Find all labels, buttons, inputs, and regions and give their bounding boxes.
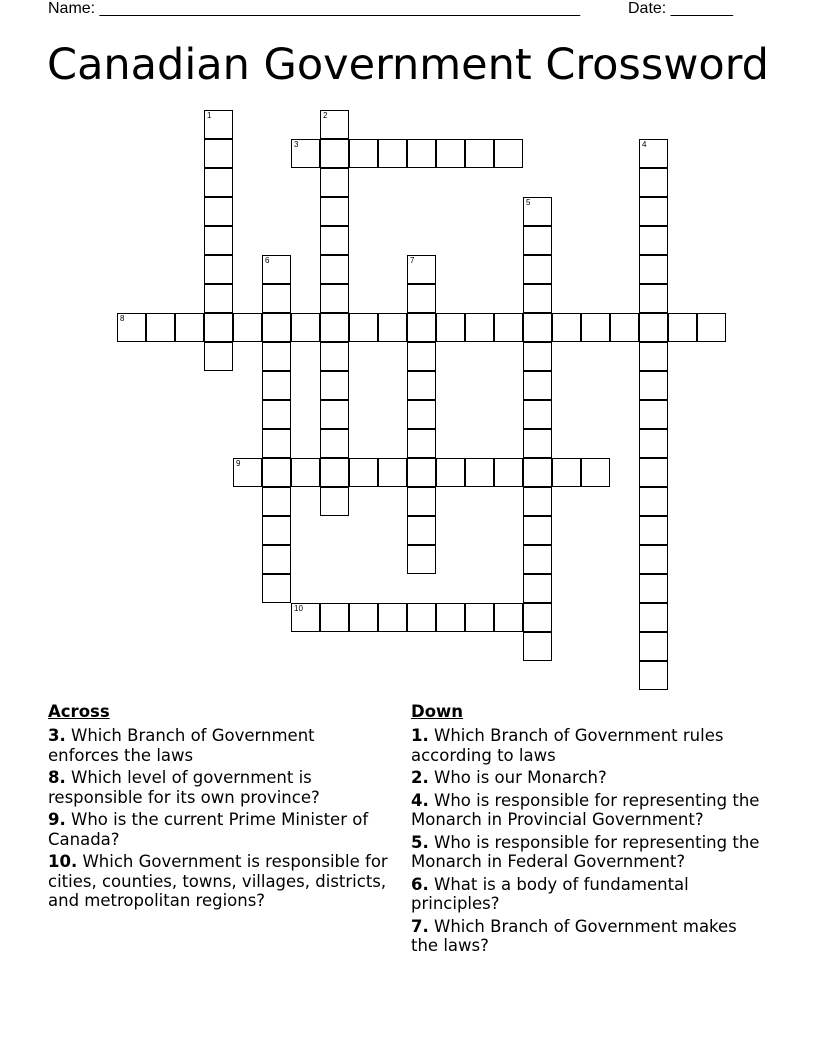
- clue-text: Which Branch of Government makes the laws?: [411, 916, 737, 955]
- grid-cell[interactable]: [407, 139, 436, 168]
- grid-cell[interactable]: [465, 603, 494, 632]
- clue-number: 8.: [48, 768, 66, 787]
- grid-cell[interactable]: [465, 458, 494, 487]
- grid-cell[interactable]: [262, 400, 291, 429]
- clue-number-label: 1: [207, 111, 212, 120]
- clue-text: Who is our Monarch?: [434, 768, 607, 787]
- grid-cell[interactable]: [639, 284, 668, 313]
- grid-cell[interactable]: [436, 313, 465, 342]
- grid-cell[interactable]: [581, 313, 610, 342]
- grid-cell[interactable]: [523, 603, 552, 632]
- clue-number: 4.: [411, 790, 429, 810]
- date-field-label: Date: _______: [628, 0, 733, 17]
- clue-down-6: [411, 875, 766, 914]
- grid-cell[interactable]: [262, 255, 291, 284]
- clue-number: 7.: [411, 916, 429, 936]
- grid-cell[interactable]: [639, 458, 668, 487]
- grid-cell[interactable]: [639, 255, 668, 284]
- clue-text: What is a body of fundamental principles?: [411, 874, 689, 913]
- grid-cell[interactable]: [320, 197, 349, 226]
- clue-down-5: [411, 833, 766, 872]
- grid-cell[interactable]: [407, 342, 436, 371]
- grid-cell[interactable]: [523, 226, 552, 255]
- clue-text: Which Branch of Government enforces the laws: [48, 726, 315, 765]
- grid-cell[interactable]: [117, 313, 146, 342]
- clue-number-label: 7: [410, 256, 415, 265]
- grid-cell[interactable]: [262, 574, 291, 603]
- clue-down-4: [411, 791, 766, 830]
- grid-cell[interactable]: [204, 313, 233, 342]
- down-heading: Down: [411, 702, 464, 721]
- clue-text: Who is responsible for representing the Monarch in Federal Government?: [411, 832, 760, 871]
- name-field-label: Name: ______________________________________________________: [48, 0, 581, 17]
- grid-cell[interactable]: [407, 487, 436, 516]
- grid-cell[interactable]: [233, 313, 262, 342]
- clue-number-label: 9: [236, 459, 241, 468]
- grid-cell[interactable]: [204, 197, 233, 226]
- grid-cell[interactable]: [407, 313, 436, 342]
- grid-cell[interactable]: [552, 458, 581, 487]
- grid-cell[interactable]: [697, 313, 726, 342]
- grid-cell[interactable]: [523, 255, 552, 284]
- clue-text: Who is the current Prime Minister of Canada?: [48, 810, 369, 849]
- grid-cell[interactable]: [262, 371, 291, 400]
- clue-number-label: 2: [323, 111, 328, 120]
- clue-number: 3.: [48, 726, 66, 745]
- grid-cell[interactable]: [320, 342, 349, 371]
- grid-cell[interactable]: [320, 371, 349, 400]
- grid-cell[interactable]: [465, 139, 494, 168]
- grid-cell[interactable]: [407, 603, 436, 632]
- grid-cell[interactable]: [146, 313, 175, 342]
- grid-cell[interactable]: [320, 400, 349, 429]
- grid-cell[interactable]: [291, 139, 320, 168]
- grid-cell[interactable]: [639, 342, 668, 371]
- grid-cell[interactable]: [581, 458, 610, 487]
- grid-cell[interactable]: [639, 168, 668, 197]
- clue-number-label: 4: [642, 140, 647, 149]
- clue-across-8: [48, 768, 388, 807]
- grid-cell[interactable]: [320, 168, 349, 197]
- grid-cell[interactable]: [262, 545, 291, 574]
- grid-cell[interactable]: [523, 574, 552, 603]
- grid-cell[interactable]: [436, 603, 465, 632]
- grid-cell[interactable]: [349, 458, 378, 487]
- grid-cell[interactable]: [639, 371, 668, 400]
- grid-cell[interactable]: [523, 284, 552, 313]
- grid-cell[interactable]: [494, 313, 523, 342]
- grid-cell[interactable]: [378, 139, 407, 168]
- grid-cell[interactable]: [639, 574, 668, 603]
- grid-cell[interactable]: [320, 487, 349, 516]
- grid-cell[interactable]: [639, 487, 668, 516]
- clue-number-label: 3: [294, 140, 299, 149]
- clue-number-label: 6: [265, 256, 270, 265]
- grid-cell[interactable]: [204, 168, 233, 197]
- grid-cell[interactable]: [175, 313, 204, 342]
- grid-cell[interactable]: [639, 603, 668, 632]
- grid-cell[interactable]: [320, 139, 349, 168]
- grid-cell[interactable]: [494, 603, 523, 632]
- grid-cell[interactable]: [320, 110, 349, 139]
- grid-cell[interactable]: [436, 139, 465, 168]
- grid-cell[interactable]: [639, 139, 668, 168]
- grid-cell[interactable]: [523, 516, 552, 545]
- clue-number-label: 5: [526, 198, 531, 207]
- grid-cell[interactable]: [204, 255, 233, 284]
- grid-cell[interactable]: [639, 429, 668, 458]
- clue-number-label: 8: [120, 314, 125, 323]
- grid-cell[interactable]: [262, 284, 291, 313]
- clue-number: 10.: [48, 852, 78, 871]
- grid-cell[interactable]: [523, 545, 552, 574]
- grid-cell[interactable]: [262, 487, 291, 516]
- grid-cell[interactable]: [320, 429, 349, 458]
- grid-cell[interactable]: [204, 284, 233, 313]
- grid-cell[interactable]: [204, 139, 233, 168]
- clue-text: Which level of government is responsible for its own province?: [48, 768, 320, 807]
- clue-across-9: [48, 810, 388, 849]
- across-clues: [48, 702, 388, 914]
- clue-down-2: [411, 768, 766, 788]
- clue-number: 9.: [48, 810, 66, 829]
- grid-cell[interactable]: [320, 458, 349, 487]
- grid-cell[interactable]: [465, 313, 494, 342]
- grid-cell[interactable]: [639, 400, 668, 429]
- grid-cell[interactable]: [407, 371, 436, 400]
- grid-cell[interactable]: [407, 284, 436, 313]
- grid-cell[interactable]: [204, 226, 233, 255]
- down-clues: [411, 702, 766, 959]
- grid-cell[interactable]: [523, 371, 552, 400]
- grid-cell[interactable]: [552, 313, 581, 342]
- clue-number: 5.: [411, 832, 429, 852]
- grid-cell[interactable]: [378, 313, 407, 342]
- grid-cell[interactable]: [407, 545, 436, 574]
- grid-cell[interactable]: [262, 342, 291, 371]
- grid-cell[interactable]: [233, 458, 262, 487]
- grid-cell[interactable]: [204, 110, 233, 139]
- grid-cell[interactable]: [639, 516, 668, 545]
- grid-cell[interactable]: [523, 313, 552, 342]
- grid-cell[interactable]: [291, 603, 320, 632]
- grid-cell[interactable]: [407, 429, 436, 458]
- clue-down-1: [411, 726, 766, 765]
- grid-cell[interactable]: [262, 516, 291, 545]
- clue-down-7: [411, 917, 766, 956]
- grid-cell[interactable]: [523, 632, 552, 661]
- grid-cell[interactable]: [523, 458, 552, 487]
- grid-cell[interactable]: [349, 313, 378, 342]
- grid-cell[interactable]: [320, 255, 349, 284]
- grid-cell[interactable]: [320, 313, 349, 342]
- grid-cell[interactable]: [407, 255, 436, 284]
- grid-cell[interactable]: [494, 139, 523, 168]
- grid-cell[interactable]: [262, 429, 291, 458]
- grid-cell[interactable]: [639, 632, 668, 661]
- page-title: Canadian Government Crossword: [47, 40, 769, 90]
- clue-across-3: [48, 726, 388, 765]
- grid-cell[interactable]: [407, 516, 436, 545]
- grid-cell[interactable]: [668, 313, 697, 342]
- grid-cell[interactable]: [610, 313, 639, 342]
- clue-across-10: [48, 852, 388, 911]
- grid-cell[interactable]: [436, 458, 465, 487]
- grid-cell[interactable]: [320, 226, 349, 255]
- grid-cell[interactable]: [523, 197, 552, 226]
- grid-cell[interactable]: [407, 458, 436, 487]
- grid-cell[interactable]: [378, 458, 407, 487]
- grid-cell[interactable]: [523, 487, 552, 516]
- grid-cell[interactable]: [291, 313, 320, 342]
- clue-text: Who is responsible for representing the Monarch in Provincial Government?: [411, 790, 760, 829]
- grid-cell[interactable]: [639, 197, 668, 226]
- grid-cell[interactable]: [639, 313, 668, 342]
- clue-text: Which Government is responsible for cities, counties, towns, villages, districts, and metropolitan regions?: [48, 852, 388, 910]
- grid-cell[interactable]: [378, 603, 407, 632]
- grid-cell[interactable]: [407, 400, 436, 429]
- across-heading: Across: [48, 702, 110, 721]
- grid-cell[interactable]: [349, 139, 378, 168]
- grid-cell[interactable]: [320, 603, 349, 632]
- clue-number: 6.: [411, 874, 429, 894]
- clue-number: 2.: [411, 768, 429, 787]
- clue-number: 1.: [411, 726, 429, 745]
- grid-cell[interactable]: [494, 458, 523, 487]
- grid-cell[interactable]: [262, 313, 291, 342]
- grid-cell[interactable]: [523, 342, 552, 371]
- grid-cell[interactable]: [262, 458, 291, 487]
- grid-cell[interactable]: [320, 284, 349, 313]
- grid-cell[interactable]: [204, 342, 233, 371]
- clue-text: Which Branch of Government rules according to laws: [411, 726, 724, 765]
- grid-cell[interactable]: [291, 458, 320, 487]
- clue-number-label: 10: [294, 604, 303, 613]
- grid-cell[interactable]: [639, 545, 668, 574]
- grid-cell[interactable]: [523, 400, 552, 429]
- grid-cell[interactable]: [349, 603, 378, 632]
- grid-cell[interactable]: [639, 661, 668, 690]
- grid-cell[interactable]: [523, 429, 552, 458]
- grid-cell[interactable]: [639, 226, 668, 255]
